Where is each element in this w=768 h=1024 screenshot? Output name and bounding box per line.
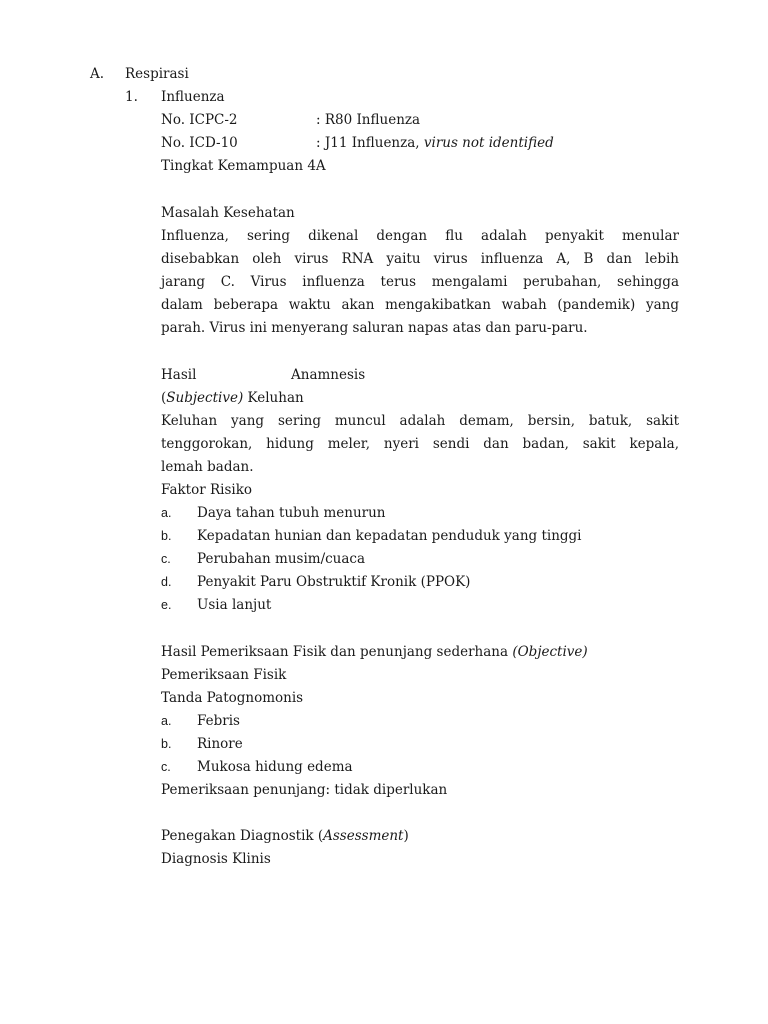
masalah-line: dalam beberapa waktu akan mengakibatkan wabah (pandemik) yang [161,297,679,313]
diagnostik-heading [161,827,409,845]
item-number: 1. [125,89,138,105]
section-title: Respirasi [125,66,189,82]
faktor-letter: e. [161,598,172,612]
tanda-item: Rinore [197,736,243,752]
faktor-item: Kepadatan hunian dan kepadatan penduduk yang tinggi [197,528,582,544]
section-letter: A. [90,66,105,82]
faktor-heading: Faktor Risiko [161,482,253,498]
faktor-item: Perubahan musim/cuaca [197,551,366,567]
diagnostik-heading-post: ) [403,828,409,844]
icd-label: No. ICD-10 [161,135,238,151]
tanda-letter: a. [161,714,172,728]
icd-value-text: : J11 Influenza, [316,135,424,151]
faktor-item: Penyakit Paru Obstruktif Kronik (PPOK) [197,574,471,590]
keluhan-line: lemah badan. [161,459,254,475]
subjective-label: Subjective) [166,390,244,406]
anamnesis-heading-word2: Anamnesis [291,367,366,383]
tanda-item: Mukosa hidung edema [197,759,353,775]
faktor-letter: d. [161,575,172,589]
faktor-letter: b. [161,529,172,543]
faktor-letter: c. [161,552,171,566]
subjective-keluhan [161,389,304,407]
icd-value [316,134,554,152]
subjective-open-paren: ( [161,390,167,406]
faktor-item: Daya tahan tubuh menurun [197,505,386,521]
icpc-value: : R80 Influenza [316,112,421,128]
item-title: Influenza [161,89,225,105]
anamnesis-heading-word1: Hasil [161,367,197,383]
faktor-item: Usia lanjut [197,597,272,613]
masalah-line: disebabkan oleh virus RNA yaitu virus influenza A, B dan lebih [161,251,679,267]
masalah-heading: Masalah Kesehatan [161,205,295,221]
tanda-item: Febris [197,713,240,729]
penunjang-line: Pemeriksaan penunjang: tidak diperlukan [161,782,448,798]
faktor-letter: a. [161,506,172,520]
keluhan-line: Keluhan yang sering muncul adalah demam, bersin, batuk, sakit [161,413,679,429]
ability-level: Tingkat Kemampuan 4A [161,158,326,174]
masalah-line: jarang C. Virus influenza terus mengalami perubahan, sehingga [161,274,679,290]
objective-label: (Objective) [512,644,588,660]
keluhan-label: Keluhan [243,390,304,406]
pemeriksaan-fisik: Pemeriksaan Fisik [161,667,287,683]
icd-value-italic: virus not identified [423,135,554,151]
tanda-letter: c. [161,760,171,774]
tanda-letter: b. [161,737,172,751]
icpc-label: No. ICPC-2 [161,112,238,128]
masalah-line: parah. Virus ini menyerang saluran napas atas dan paru-paru. [161,320,588,336]
pemeriksaan-heading [161,643,588,661]
tanda-heading: Tanda Patognomonis [161,690,304,706]
assessment-label: Assessment [323,828,404,844]
pemeriksaan-heading-text: Hasil Pemeriksaan Fisik dan penunjang sederhana [161,644,513,660]
diagnostik-heading-pre: Penegakan Diagnostik ( [161,828,324,844]
diagnosis-klinis: Diagnosis Klinis [161,851,271,867]
masalah-line: Influenza, sering dikenal dengan flu adalah penyakit menular [161,228,679,244]
keluhan-line: tenggorokan, hidung meler, nyeri sendi dan badan, sakit kepala, [161,436,679,452]
